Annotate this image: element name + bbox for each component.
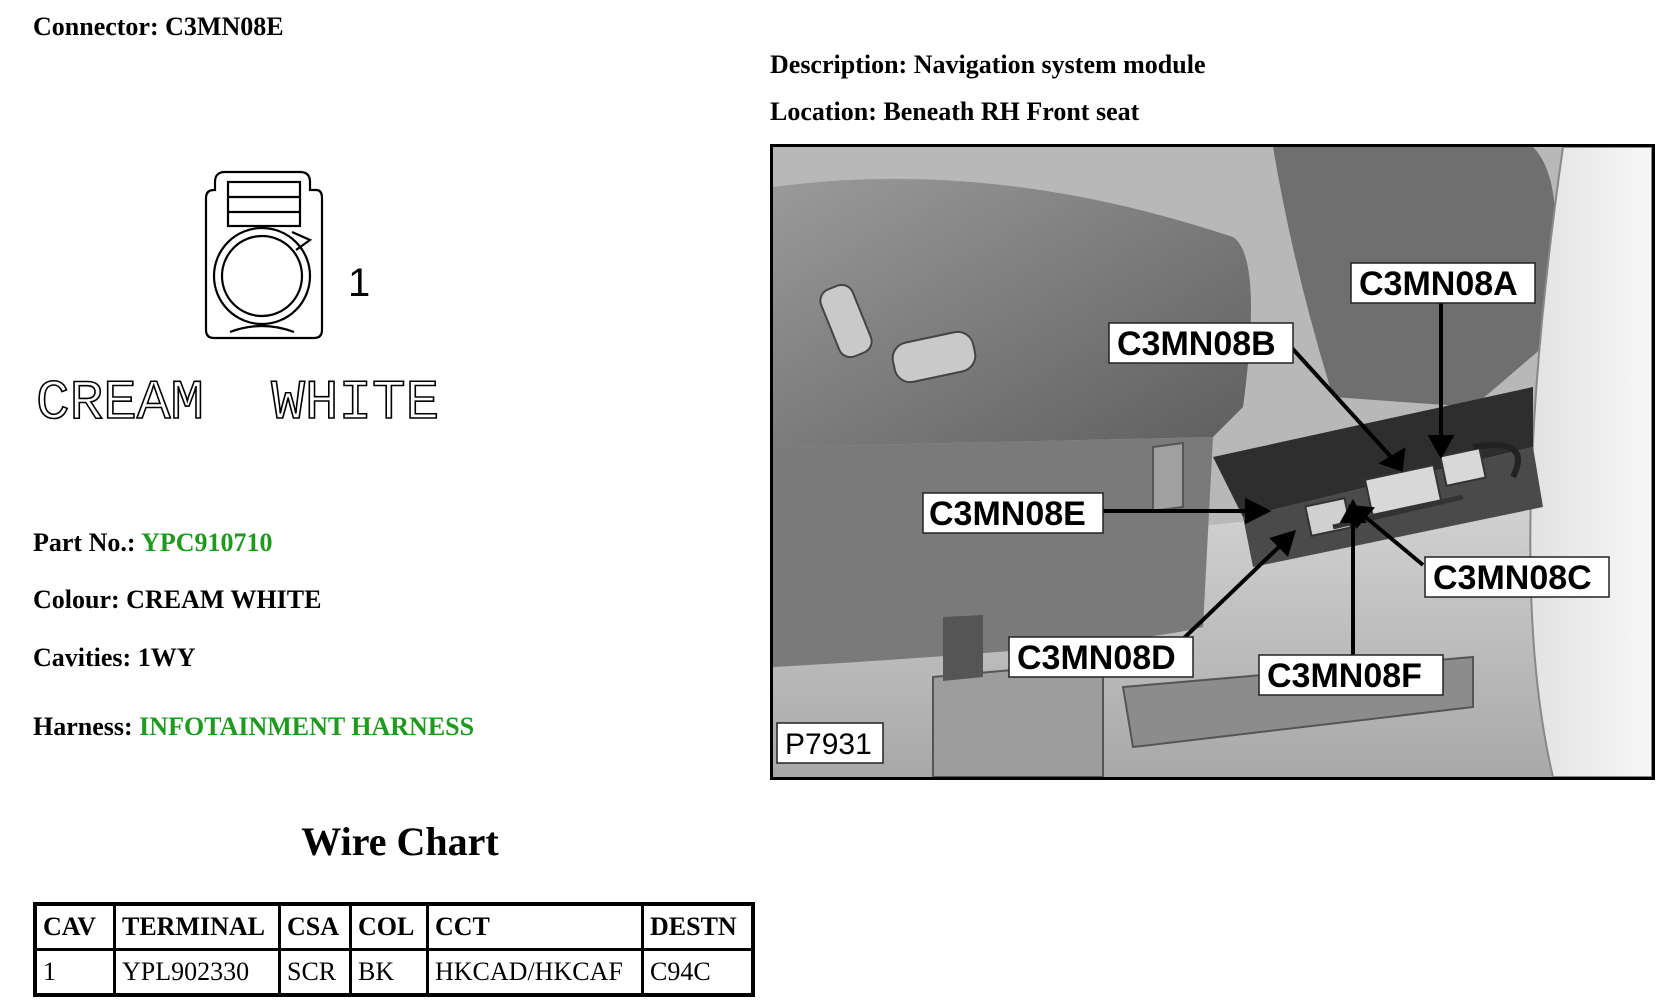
part-number-label — [33, 528, 273, 558]
pin-number-label: 1 — [348, 261, 371, 305]
part-number-link[interactable]: YPC910710 — [141, 528, 273, 557]
header-cct: CCT — [428, 904, 643, 950]
cavities-key: Cavities: — [33, 643, 132, 672]
description-label — [770, 50, 1205, 80]
header-csa: CSA — [280, 904, 351, 950]
connector-label-key: Connector: — [33, 12, 159, 41]
header-terminal: TERMINAL — [115, 904, 280, 950]
callout-c3mn08b: C3MN08B — [1117, 325, 1276, 363]
photo-reference: P7931 — [785, 728, 872, 761]
header-cav: CAV — [35, 904, 115, 950]
description-key: Description: — [770, 50, 908, 79]
location-value: Beneath RH Front seat — [883, 97, 1140, 126]
cell-cav: 1 — [35, 950, 115, 996]
location-photo — [770, 144, 1655, 780]
seat-lower-panel — [773, 437, 1213, 667]
connector-colour-text: CREAM WHITE — [36, 371, 440, 435]
table-row — [35, 950, 753, 996]
cell-cct: HKCAD/HKCAF — [428, 950, 643, 996]
wire-chart-header-row — [35, 904, 753, 950]
header-destn: DESTN — [643, 904, 754, 950]
cell-col: BK — [351, 950, 428, 996]
connector-id: C3MN08E — [165, 12, 284, 41]
colour-value: CREAM WHITE — [126, 585, 322, 614]
colour-key: Colour: — [33, 585, 120, 614]
header-col: COL — [351, 904, 428, 950]
harness-link[interactable]: INFOTAINMENT HARNESS — [139, 712, 475, 741]
colour-label — [33, 585, 321, 615]
cell-terminal: YPL902330 — [115, 950, 280, 996]
description-value: Navigation system module — [913, 50, 1206, 79]
callout-c3mn08e: C3MN08E — [929, 495, 1086, 533]
part-number-key: Part No.: — [33, 528, 136, 557]
cell-destn: C94C — [643, 950, 754, 996]
callout-c3mn08d: C3MN08D — [1017, 639, 1176, 677]
callout-c3mn08a: C3MN08A — [1359, 265, 1518, 303]
cavities-label — [33, 643, 195, 673]
wire-chart-table — [33, 902, 755, 997]
harness-label — [33, 712, 474, 742]
connector-label — [33, 12, 284, 42]
location-label — [770, 97, 1139, 127]
harness-key: Harness: — [33, 712, 133, 741]
wire-chart-title: Wire Chart — [301, 819, 499, 864]
cell-csa: SCR — [280, 950, 351, 996]
location-key: Location: — [770, 97, 877, 126]
callout-c3mn08f: C3MN08F — [1267, 657, 1422, 695]
callout-c3mn08c: C3MN08C — [1433, 559, 1592, 597]
connector-face-diagram — [30, 160, 480, 450]
cavities-value: 1WY — [137, 643, 196, 672]
